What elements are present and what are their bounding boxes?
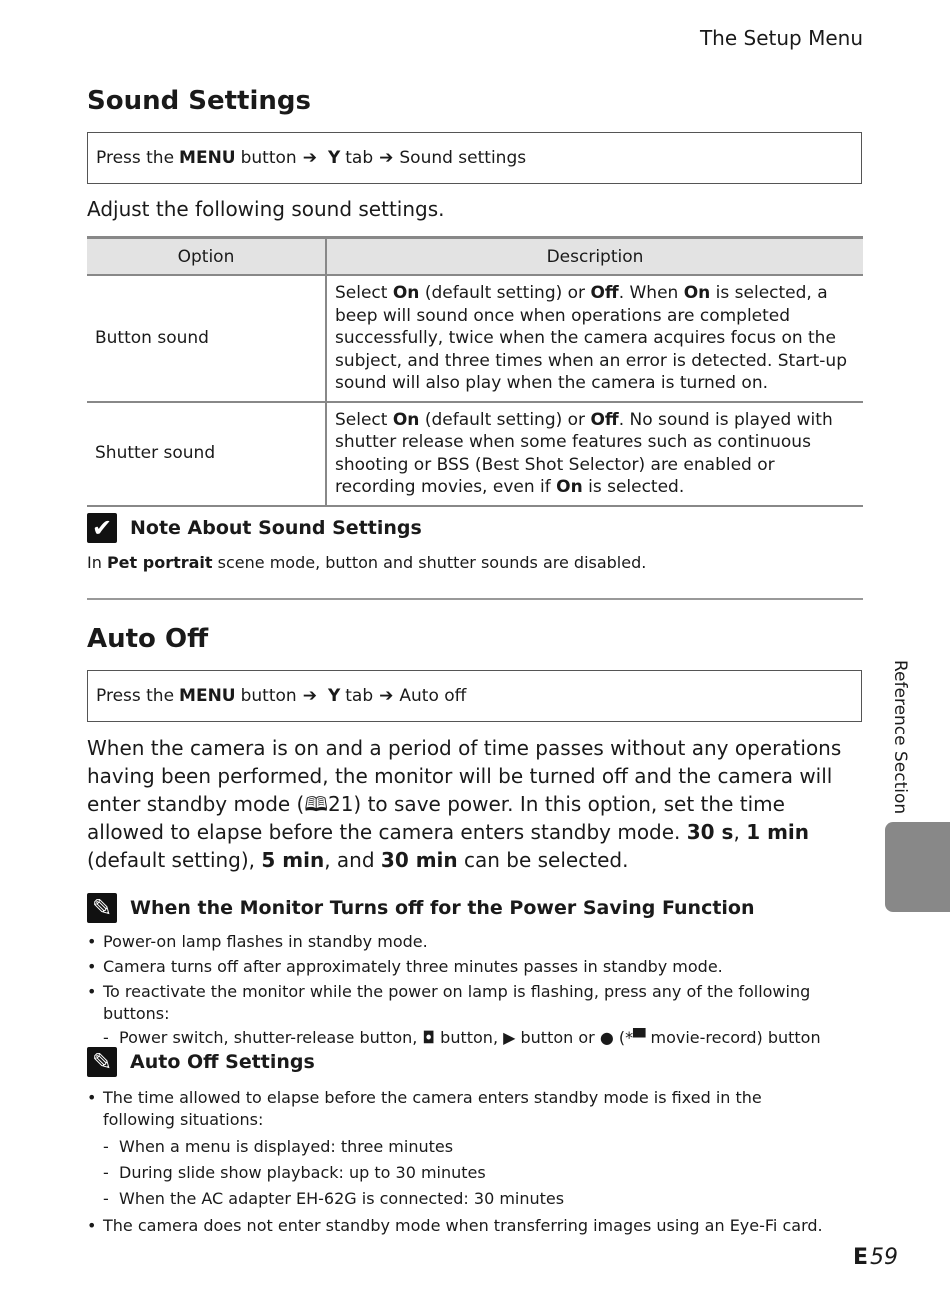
note-heading-monitor [87, 893, 755, 923]
monitor-note-list [87, 931, 863, 1049]
section-thumb-tab [885, 822, 950, 912]
setup-tab-icon: Y [327, 148, 341, 168]
menu-button-icon: MENU [179, 148, 236, 168]
list-item: • To reactivate the monitor while the power on lamp is flashing, press any of the following buttons: - Power switch, shutter-release button, ◘ button, ▶ button or ● (*▀ movie-record) button [87, 981, 863, 1049]
list-subitem: - When the AC adapter EH-62G is connected: 30 minutes [103, 1186, 827, 1212]
path-prefix: Press the [96, 148, 175, 168]
list-item: • Power-on lamp flashes in standby mode. [87, 931, 863, 953]
list-item: • Camera turns off after approximately three minutes passes in standby mode. [87, 956, 863, 978]
table-row [87, 402, 863, 506]
pencil-icon: ✎ [87, 893, 117, 923]
list-item: • The camera does not enter standby mode when transferring images using an Eye-Fi card. [87, 1215, 827, 1237]
reference-e-icon: E [852, 1245, 868, 1270]
table-row [87, 275, 863, 402]
list-subitem: - When a menu is displayed: three minutes [103, 1134, 827, 1160]
option-name: Button sound [87, 275, 326, 402]
path-item: Auto off [399, 686, 467, 706]
path-button-label: button [240, 148, 297, 168]
path-prefix: Press the [96, 686, 175, 706]
option-description: Select On (default setting) or Off. No sound is played with shutter release when some features such as continuous shooting or BSS (Best Shot Selector) are enabled or recording movies, even if On is selected. [335, 409, 833, 497]
arrow-right-icon: ➔ [302, 686, 317, 706]
section-heading-auto-off: Auto Off [87, 624, 209, 654]
arrow-right-icon: ➔ [302, 148, 317, 168]
path-tab-label: tab [345, 148, 374, 168]
auto-off-description: When the camera is on and a period of time passes without any operations having been performed, the monitor will be turned off and the camera will enter standby mode (🕮21) to save power. In this option, set the time allowed to elapse before the camera enters standby mode. 30 s, 1 min (default setting), 5 min, and 30 min can be selected. [87, 736, 842, 872]
list-subitem: - During slide show playback: up to 30 minutes [103, 1160, 827, 1186]
note-title: Auto Off Settings [130, 1051, 315, 1073]
path-tab-label: tab [345, 686, 374, 706]
sound-options-table [87, 236, 863, 507]
note-heading-sound [87, 513, 422, 543]
section-divider [87, 598, 863, 600]
side-section-label: Reference Section [890, 660, 910, 815]
path-item: Sound settings [399, 148, 527, 168]
path-button-label: button [240, 686, 297, 706]
column-header-option: Option [87, 238, 326, 276]
setup-tab-icon: Y [327, 686, 341, 706]
arrow-right-icon: ➔ [379, 148, 394, 168]
note-text-sound: In Pet portrait scene mode, button and shutter sounds are disabled. [87, 553, 647, 572]
arrow-right-icon: ➔ [379, 686, 394, 706]
list-item: • The time allowed to elapse before the camera enters standby mode is fixed in the following situations: - When a menu is displayed: three minutes - During slide show playback: up to 30 minutes - When the AC adapter EH-62G is connected: 30 minutes [87, 1087, 827, 1212]
book-reference-icon: 🕮 [304, 792, 328, 816]
note-title: Note About Sound Settings [130, 517, 422, 539]
list-subitem: - Power switch, shutter-release button, ◘ button, ▶ button or ● (*▀ movie-record) button [103, 1027, 863, 1049]
running-header: The Setup Menu [699, 26, 863, 50]
option-name: Shutter sound [87, 402, 326, 506]
menu-path-auto-off [87, 670, 862, 722]
column-header-description: Description [326, 238, 863, 276]
sound-intro: Adjust the following sound settings. [87, 197, 445, 221]
menu-path-sound [87, 132, 862, 184]
checkmark-icon: ✔ [87, 513, 117, 543]
note-heading-auto-off-settings [87, 1047, 315, 1077]
page-number: E 59 [852, 1245, 898, 1270]
settings-note-list [87, 1087, 827, 1237]
option-description: Select On (default setting) or Off. When On is selected, a beep will sound once when operations are completed successfully, twice when the camera acquires focus on the subject, and three times when an error is detected. Start-up sound will also play when the camera is turned on. [326, 275, 863, 402]
note-title: When the Monitor Turns off for the Power Saving Function [130, 897, 755, 919]
menu-button-icon: MENU [179, 686, 236, 706]
pencil-icon: ✎ [87, 1047, 117, 1077]
section-heading-sound: Sound Settings [87, 86, 311, 116]
